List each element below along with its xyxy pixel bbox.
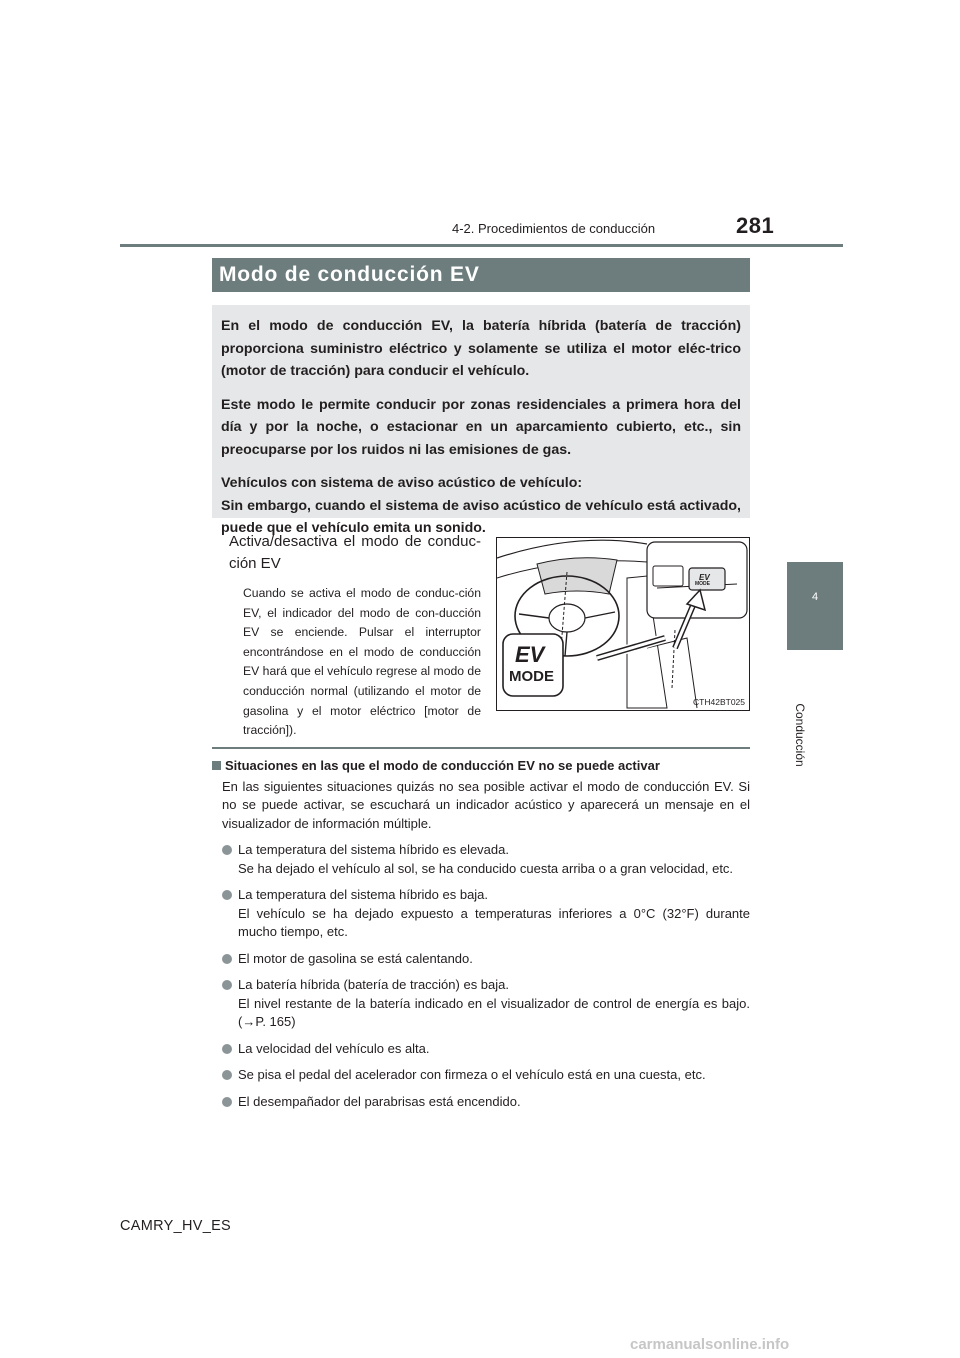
list-item bbox=[222, 976, 750, 1032]
circle-bullet-icon bbox=[222, 845, 232, 855]
intro-paragraph-1: En el modo de conducción EV, la batería híbrida (batería de tracción) proporciona suministro eléctrico y solamente se utiliza el motor eléc-trico (motor de tracción) para conducir el vehículo. bbox=[221, 318, 741, 379]
callout-lead: Activa/desactiva el modo de conduc-ción EV bbox=[229, 533, 481, 572]
list-item bbox=[222, 886, 750, 942]
intro-paragraph-2: Este modo le permite conducir por zonas residenciales a primera hora del día y por la noche, o estacionar en un aparcamiento cubierto, etc., sin preocuparse por los ruidos ni las emisiones de gas. bbox=[221, 396, 741, 458]
list-item-line-1: La velocidad del vehículo es alta. bbox=[238, 1040, 430, 1056]
list-item-line-1: Se pisa el pedal del acelerador con firmeza o el vehículo está en una cuesta, etc. bbox=[238, 1067, 706, 1082]
list-item bbox=[222, 1066, 750, 1085]
list-item bbox=[222, 950, 750, 969]
circle-bullet-icon bbox=[222, 954, 232, 964]
list-item-line-1: La temperatura del sistema híbrido es baja. bbox=[238, 887, 489, 902]
header-divider bbox=[120, 244, 843, 247]
list-item-line-2: El nivel restante de la batería indicado en el visualizador de control de energía es bajo. (→P. 165) bbox=[238, 995, 750, 1029]
page-number: 281 bbox=[736, 213, 775, 238]
ev-mode-illustration bbox=[496, 537, 750, 711]
small-mode-label: MODE bbox=[695, 581, 710, 587]
list-item bbox=[222, 1093, 750, 1112]
note-heading-text: Situaciones en las que el modo de conducción EV no se puede activar bbox=[225, 758, 660, 773]
small-ev-label: EV bbox=[699, 573, 710, 582]
model-code: CAMRY_HV_ES bbox=[120, 1218, 232, 1234]
list-item-line-2: Se ha dejado el vehículo al sol, se ha conducido cuesta arriba o a gran velocidad, etc. bbox=[238, 860, 734, 876]
chapter-label-text: Conducción bbox=[793, 703, 807, 767]
list-item bbox=[222, 1040, 750, 1059]
intro-paragraph-3 bbox=[221, 472, 741, 540]
page-title: Modo de conducción EV bbox=[219, 263, 480, 286]
list-item bbox=[222, 841, 750, 878]
intro-paragraph-3-line-1: Vehículos con sistema de aviso acústico de vehículo: bbox=[221, 475, 583, 491]
dashboard-drawing bbox=[497, 538, 750, 711]
section-title-bar bbox=[212, 258, 750, 292]
chapter-tab bbox=[787, 562, 843, 650]
note-heading bbox=[212, 757, 750, 776]
list-item-line-1: La batería híbrida (batería de tracción) es baja. bbox=[238, 977, 509, 992]
circle-bullet-icon bbox=[222, 890, 232, 900]
callout-text bbox=[229, 531, 481, 741]
notes-section bbox=[212, 757, 750, 1111]
circle-bullet-icon bbox=[222, 980, 232, 990]
section-reference: 4-2. Procedimientos de conducción bbox=[452, 221, 656, 236]
square-bullet-icon bbox=[212, 761, 221, 770]
big-mode-label: MODE bbox=[509, 668, 554, 685]
section-divider bbox=[212, 747, 750, 749]
figure-code: CTH42BT025 bbox=[693, 697, 745, 707]
intro-box bbox=[212, 305, 750, 536]
list-item-line-1: La temperatura del sistema híbrido es elevada. bbox=[238, 842, 509, 857]
chapter-label bbox=[790, 690, 810, 780]
circle-bullet-icon bbox=[222, 1044, 232, 1054]
big-ev-label: EV bbox=[515, 642, 545, 667]
list-item-line-2: El vehículo se ha dejado expuesto a temperaturas inferiores a 0°C (32°F) durante mucho tiempo, etc. bbox=[238, 905, 750, 939]
circle-bullet-icon bbox=[222, 1097, 232, 1107]
callout-detail: Cuando se activa el modo de conduc-ción EV, el indicador del modo de con-ducción EV se enciende. Pulsar el interruptor encontrándose en el modo de conducción EV hará que el vehículo regrese al modo de conducción normal (utilizando el motor de gasolina y el motor eléctrico [motor de tracción]). bbox=[243, 586, 481, 738]
intro-paragraph-3-line-2: Sin embargo, cuando el sistema de aviso acústico de vehículo está activado, puede que el vehículo emita un sonido. bbox=[221, 497, 741, 536]
note-body: En las siguientes situaciones quizás no sea posible activar el modo de conducción EV. Si no se puede activar, se escuchará un indicador acústico y aparecerá un mensaje en el visualizador de información múltiple. bbox=[222, 778, 750, 831]
chapter-number: 4 bbox=[811, 591, 819, 603]
list-item-line-1: El desempañador del parabrisas está encendido. bbox=[238, 1093, 521, 1109]
list-item-line-1: El motor de gasolina se está calentando. bbox=[238, 950, 473, 966]
circle-bullet-icon bbox=[222, 1070, 232, 1080]
watermark: carmanualsonline.info bbox=[630, 1336, 790, 1353]
